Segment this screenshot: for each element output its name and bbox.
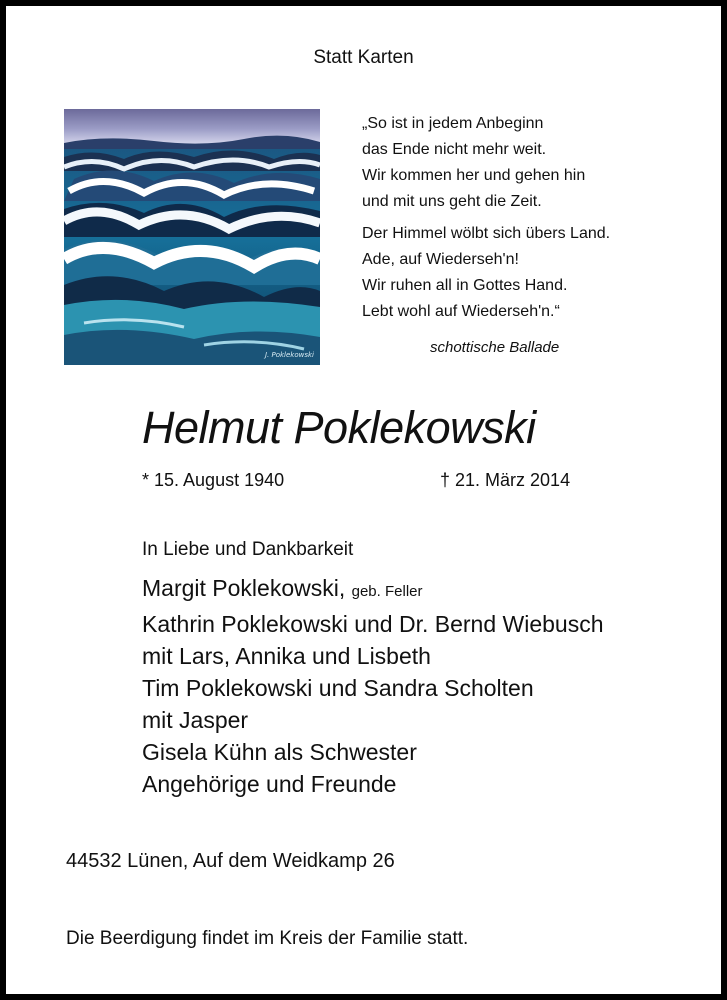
death-date: † 21. März 2014 bbox=[440, 470, 571, 490]
deceased-name: Helmut Poklekowski bbox=[142, 402, 536, 453]
poem-line: Ade, auf Wiederseh'n! bbox=[362, 251, 519, 268]
mourners-intro: In Liebe und Dankbarkeit bbox=[142, 539, 354, 560]
poem-attribution: schottische Ballade bbox=[430, 339, 560, 356]
maiden-name: geb. Feller bbox=[351, 583, 423, 600]
mourner-name: Margit Poklekowski, bbox=[142, 575, 346, 601]
poem-line: „So ist in jedem Anbeginn bbox=[362, 115, 544, 132]
birth-date: * 15. August 1940 bbox=[142, 470, 285, 490]
mourner-row: Gisela Kühn als Schwester bbox=[142, 739, 417, 765]
poem-line: Der Himmel wölbt sich übers Land. bbox=[362, 225, 611, 242]
funeral-note: Die Beerdigung findet im Kreis der Familie statt. bbox=[66, 928, 469, 949]
mourner-row: Kathrin Poklekowski und Dr. Bernd Wiebusch bbox=[142, 611, 604, 637]
mourner-row: mit Jasper bbox=[142, 707, 249, 733]
poem-line: Wir kommen her und gehen hin bbox=[362, 167, 586, 184]
poem-stanza-1 bbox=[362, 111, 610, 215]
painting-signature: J. Poklekowski bbox=[264, 351, 314, 359]
poem bbox=[362, 111, 610, 331]
wave-painting-image bbox=[64, 109, 320, 365]
poem-line: Lebt wohl auf Wiederseh'n.“ bbox=[362, 303, 560, 320]
mourners-list bbox=[142, 572, 604, 800]
header-text: Statt Karten bbox=[313, 47, 414, 68]
mourner-row bbox=[142, 572, 604, 608]
poem-line: Wir ruhen all in Gottes Hand. bbox=[362, 277, 568, 294]
address: 44532 Lünen, Auf dem Weidkamp 26 bbox=[66, 850, 395, 872]
poem-line: das Ende nicht mehr weit. bbox=[362, 141, 547, 158]
poem-line: und mit uns geht die Zeit. bbox=[362, 193, 542, 210]
poem-stanza-2 bbox=[362, 221, 610, 325]
mourner-row: Angehörige und Freunde bbox=[142, 771, 397, 797]
mourner-row: mit Lars, Annika und Lisbeth bbox=[142, 643, 431, 669]
mourner-row: Tim Poklekowski und Sandra Scholten bbox=[142, 675, 534, 701]
